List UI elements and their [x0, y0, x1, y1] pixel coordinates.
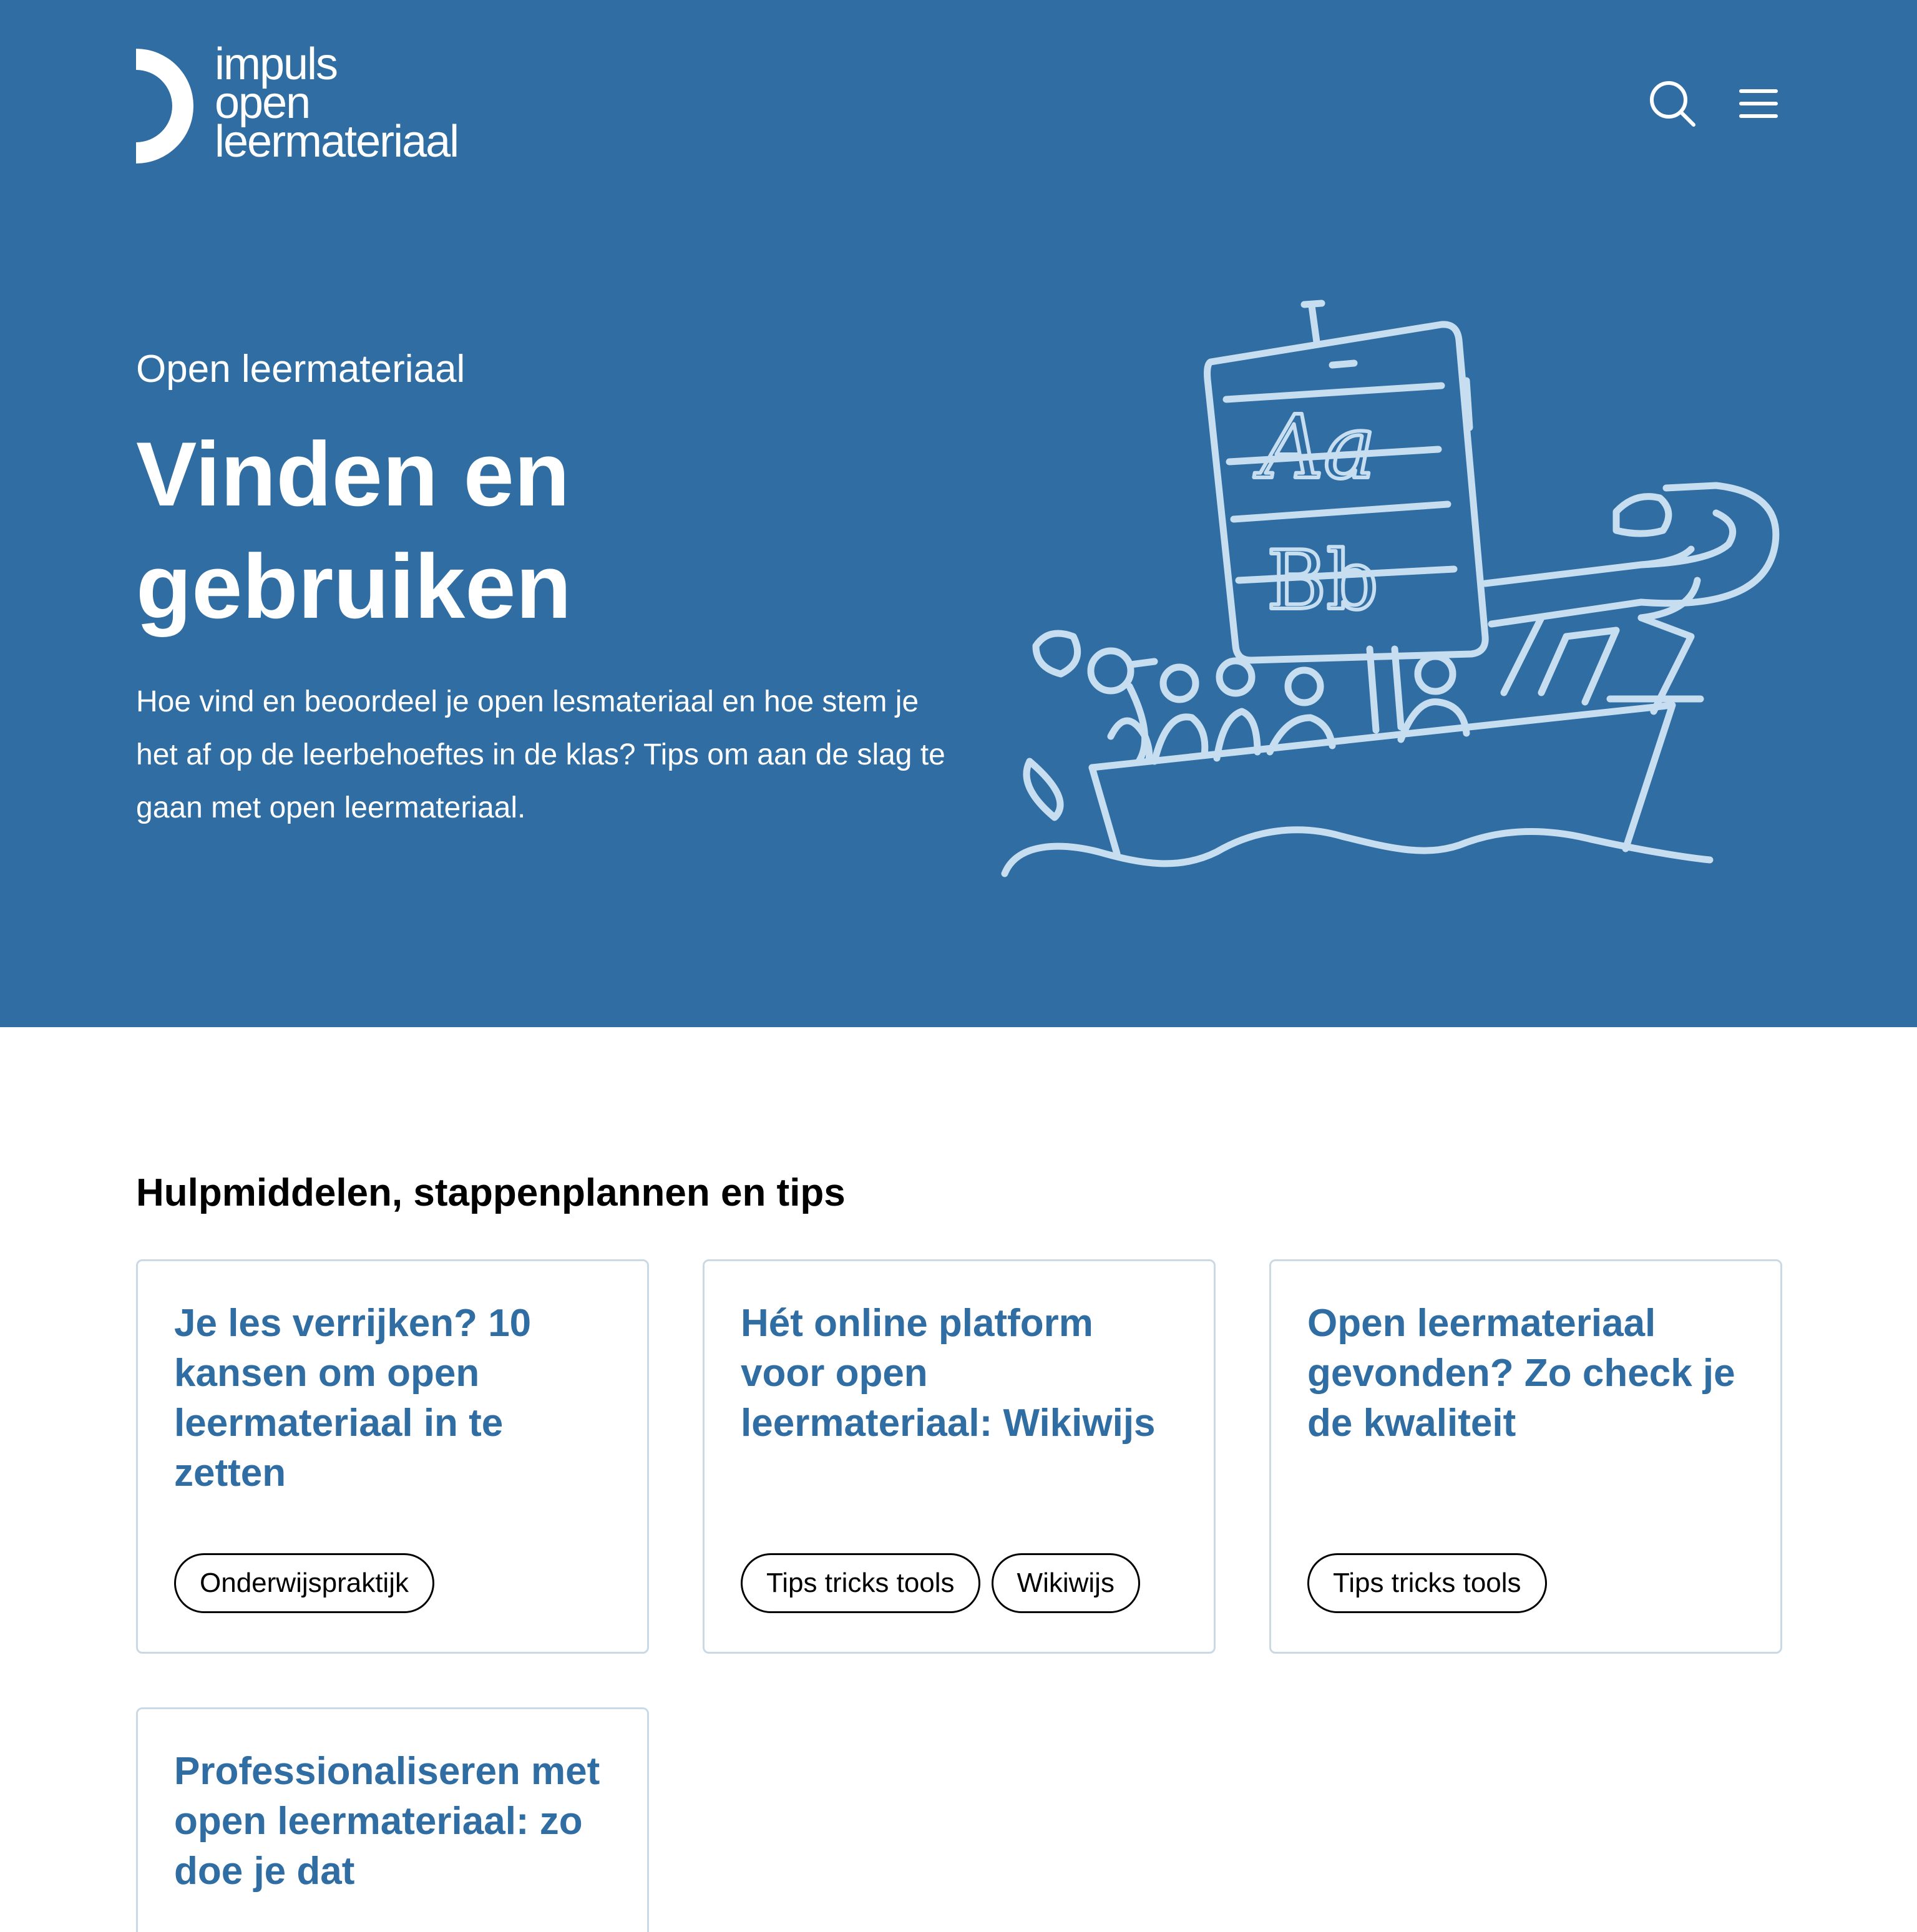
boat-classroom-illustration [992, 287, 1791, 886]
logo-line-impuls: impuls [215, 39, 338, 89]
search-icon [1647, 79, 1697, 129]
tag-tips-tricks-tools[interactable]: Tips tricks tools [1307, 1553, 1547, 1613]
illustration-letters-bb: Bb [1267, 533, 1378, 628]
illustration-letters-aa: Aa [1261, 397, 1376, 499]
logo-line-leermateriaal: leermateriaal [215, 117, 459, 167]
card-tags [1307, 1553, 1547, 1613]
card-title[interactable]: Hét online platform voor open leermateriaal: Wikiwijs [741, 1302, 1156, 1445]
hero-eyebrow: Open leermateriaal [136, 348, 466, 391]
logo-wordmark [215, 39, 459, 167]
search-button[interactable] [1647, 79, 1697, 129]
page-title: Vinden en gebruiken [136, 423, 572, 637]
logo-line-open: open [215, 78, 310, 128]
section-title: Hulpmiddelen, stappenplannen en tips [136, 1171, 846, 1214]
tag-tips-tricks-tools[interactable]: Tips tricks tools [741, 1553, 980, 1613]
card-title[interactable]: Je les verrijken? 10 kansen om open leermateriaal in te zetten [174, 1302, 532, 1495]
article-card[interactable] [703, 1259, 1216, 1654]
article-card[interactable] [1269, 1259, 1782, 1654]
hero-intro-text: Hoe vind en beoordeel je open lesmateriaal en hoe stem je het af op de leerbehoeftes in de klas? Tips om aan de slag te gaan met open leermateriaal. [136, 685, 945, 824]
logo-mark-icon [136, 49, 198, 163]
tag-onderwijspraktijk[interactable]: Onderwijspraktijk [174, 1553, 434, 1613]
card-title[interactable]: Open leermateriaal gevonden? Zo check je de kwaliteit [1307, 1302, 1735, 1445]
article-card[interactable] [136, 1259, 649, 1654]
card-title[interactable]: Professionaliseren met open leermateriaal: zo doe je dat [174, 1750, 600, 1893]
card-tags [741, 1553, 1140, 1613]
menu-button[interactable] [1734, 79, 1783, 129]
tag-wikiwijs[interactable]: Wikiwijs [992, 1553, 1140, 1613]
article-card[interactable] [136, 1707, 649, 1932]
site-logo[interactable] [136, 39, 485, 170]
menu-icon [1734, 79, 1783, 129]
card-tags [174, 1553, 434, 1613]
